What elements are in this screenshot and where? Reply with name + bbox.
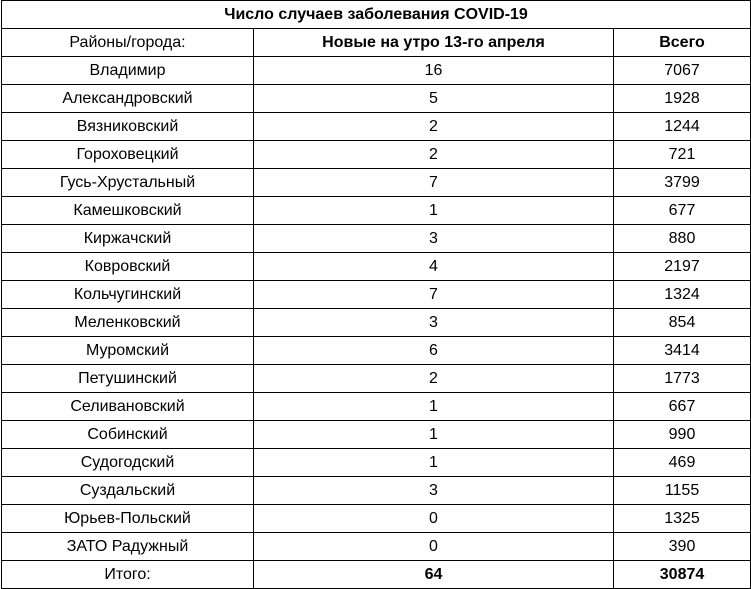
total-cases: 7067 <box>614 57 751 85</box>
district-name: Судогодский <box>2 449 254 477</box>
table-row <box>2 393 751 421</box>
new-cases: 5 <box>254 85 614 113</box>
total-cases: 1325 <box>614 505 751 533</box>
total-cases: 990 <box>614 421 751 449</box>
new-cases: 3 <box>254 477 614 505</box>
new-cases: 1 <box>254 449 614 477</box>
table-row <box>2 141 751 169</box>
table-row <box>2 309 751 337</box>
totals-total-cases: 30874 <box>614 561 751 589</box>
district-name: Гусь-Хрустальный <box>2 169 254 197</box>
district-name: Ковровский <box>2 253 254 281</box>
total-cases: 880 <box>614 225 751 253</box>
header-district: Районы/города: <box>2 29 254 57</box>
district-name: Собинский <box>2 421 254 449</box>
total-cases: 1155 <box>614 477 751 505</box>
total-cases: 667 <box>614 393 751 421</box>
table-row <box>2 477 751 505</box>
district-name: Александровский <box>2 85 254 113</box>
title-row <box>2 1 751 29</box>
total-cases: 854 <box>614 309 751 337</box>
table-row <box>2 57 751 85</box>
district-name: Камешковский <box>2 197 254 225</box>
new-cases: 4 <box>254 253 614 281</box>
new-cases: 7 <box>254 281 614 309</box>
new-cases: 2 <box>254 365 614 393</box>
header-total: Всего <box>614 29 751 57</box>
new-cases: 3 <box>254 309 614 337</box>
totals-new-cases: 64 <box>254 561 614 589</box>
new-cases: 1 <box>254 393 614 421</box>
district-name: Гороховецкий <box>2 141 254 169</box>
district-name: Меленковский <box>2 309 254 337</box>
header-new-cases: Новые на утро 13-го апреля <box>254 29 614 57</box>
new-cases: 6 <box>254 337 614 365</box>
table-row <box>2 533 751 561</box>
district-name: Владимир <box>2 57 254 85</box>
district-name: Суздальский <box>2 477 254 505</box>
table-row <box>2 281 751 309</box>
table-row <box>2 225 751 253</box>
district-name: Кольчугинский <box>2 281 254 309</box>
table-row <box>2 253 751 281</box>
new-cases: 0 <box>254 533 614 561</box>
district-name: Селивановский <box>2 393 254 421</box>
table-row <box>2 197 751 225</box>
total-cases: 721 <box>614 141 751 169</box>
total-cases: 469 <box>614 449 751 477</box>
district-name: Киржачский <box>2 225 254 253</box>
new-cases: 2 <box>254 113 614 141</box>
total-cases: 2197 <box>614 253 751 281</box>
new-cases: 1 <box>254 197 614 225</box>
table-row <box>2 169 751 197</box>
district-name: Юрьев-Польский <box>2 505 254 533</box>
table-row <box>2 449 751 477</box>
new-cases: 16 <box>254 57 614 85</box>
table-body <box>2 57 751 589</box>
new-cases: 7 <box>254 169 614 197</box>
total-cases: 1773 <box>614 365 751 393</box>
covid-cases-table <box>1 0 751 589</box>
table-row <box>2 337 751 365</box>
new-cases: 1 <box>254 421 614 449</box>
new-cases: 0 <box>254 505 614 533</box>
total-cases: 1244 <box>614 113 751 141</box>
district-name: Вязниковский <box>2 113 254 141</box>
total-cases: 3414 <box>614 337 751 365</box>
total-cases: 677 <box>614 197 751 225</box>
district-name: Петушинский <box>2 365 254 393</box>
table-row <box>2 365 751 393</box>
table-row <box>2 113 751 141</box>
total-cases: 3799 <box>614 169 751 197</box>
header-row <box>2 29 751 57</box>
new-cases: 2 <box>254 141 614 169</box>
new-cases: 3 <box>254 225 614 253</box>
total-cases: 1324 <box>614 281 751 309</box>
total-cases: 390 <box>614 533 751 561</box>
district-name: ЗАТО Радужный <box>2 533 254 561</box>
table-row <box>2 85 751 113</box>
table-row <box>2 421 751 449</box>
district-name: Муромский <box>2 337 254 365</box>
total-cases: 1928 <box>614 85 751 113</box>
table-title: Число случаев заболевания COVID-19 <box>2 1 751 29</box>
table-row <box>2 505 751 533</box>
totals-row <box>2 561 751 589</box>
totals-label: Итого: <box>2 561 254 589</box>
